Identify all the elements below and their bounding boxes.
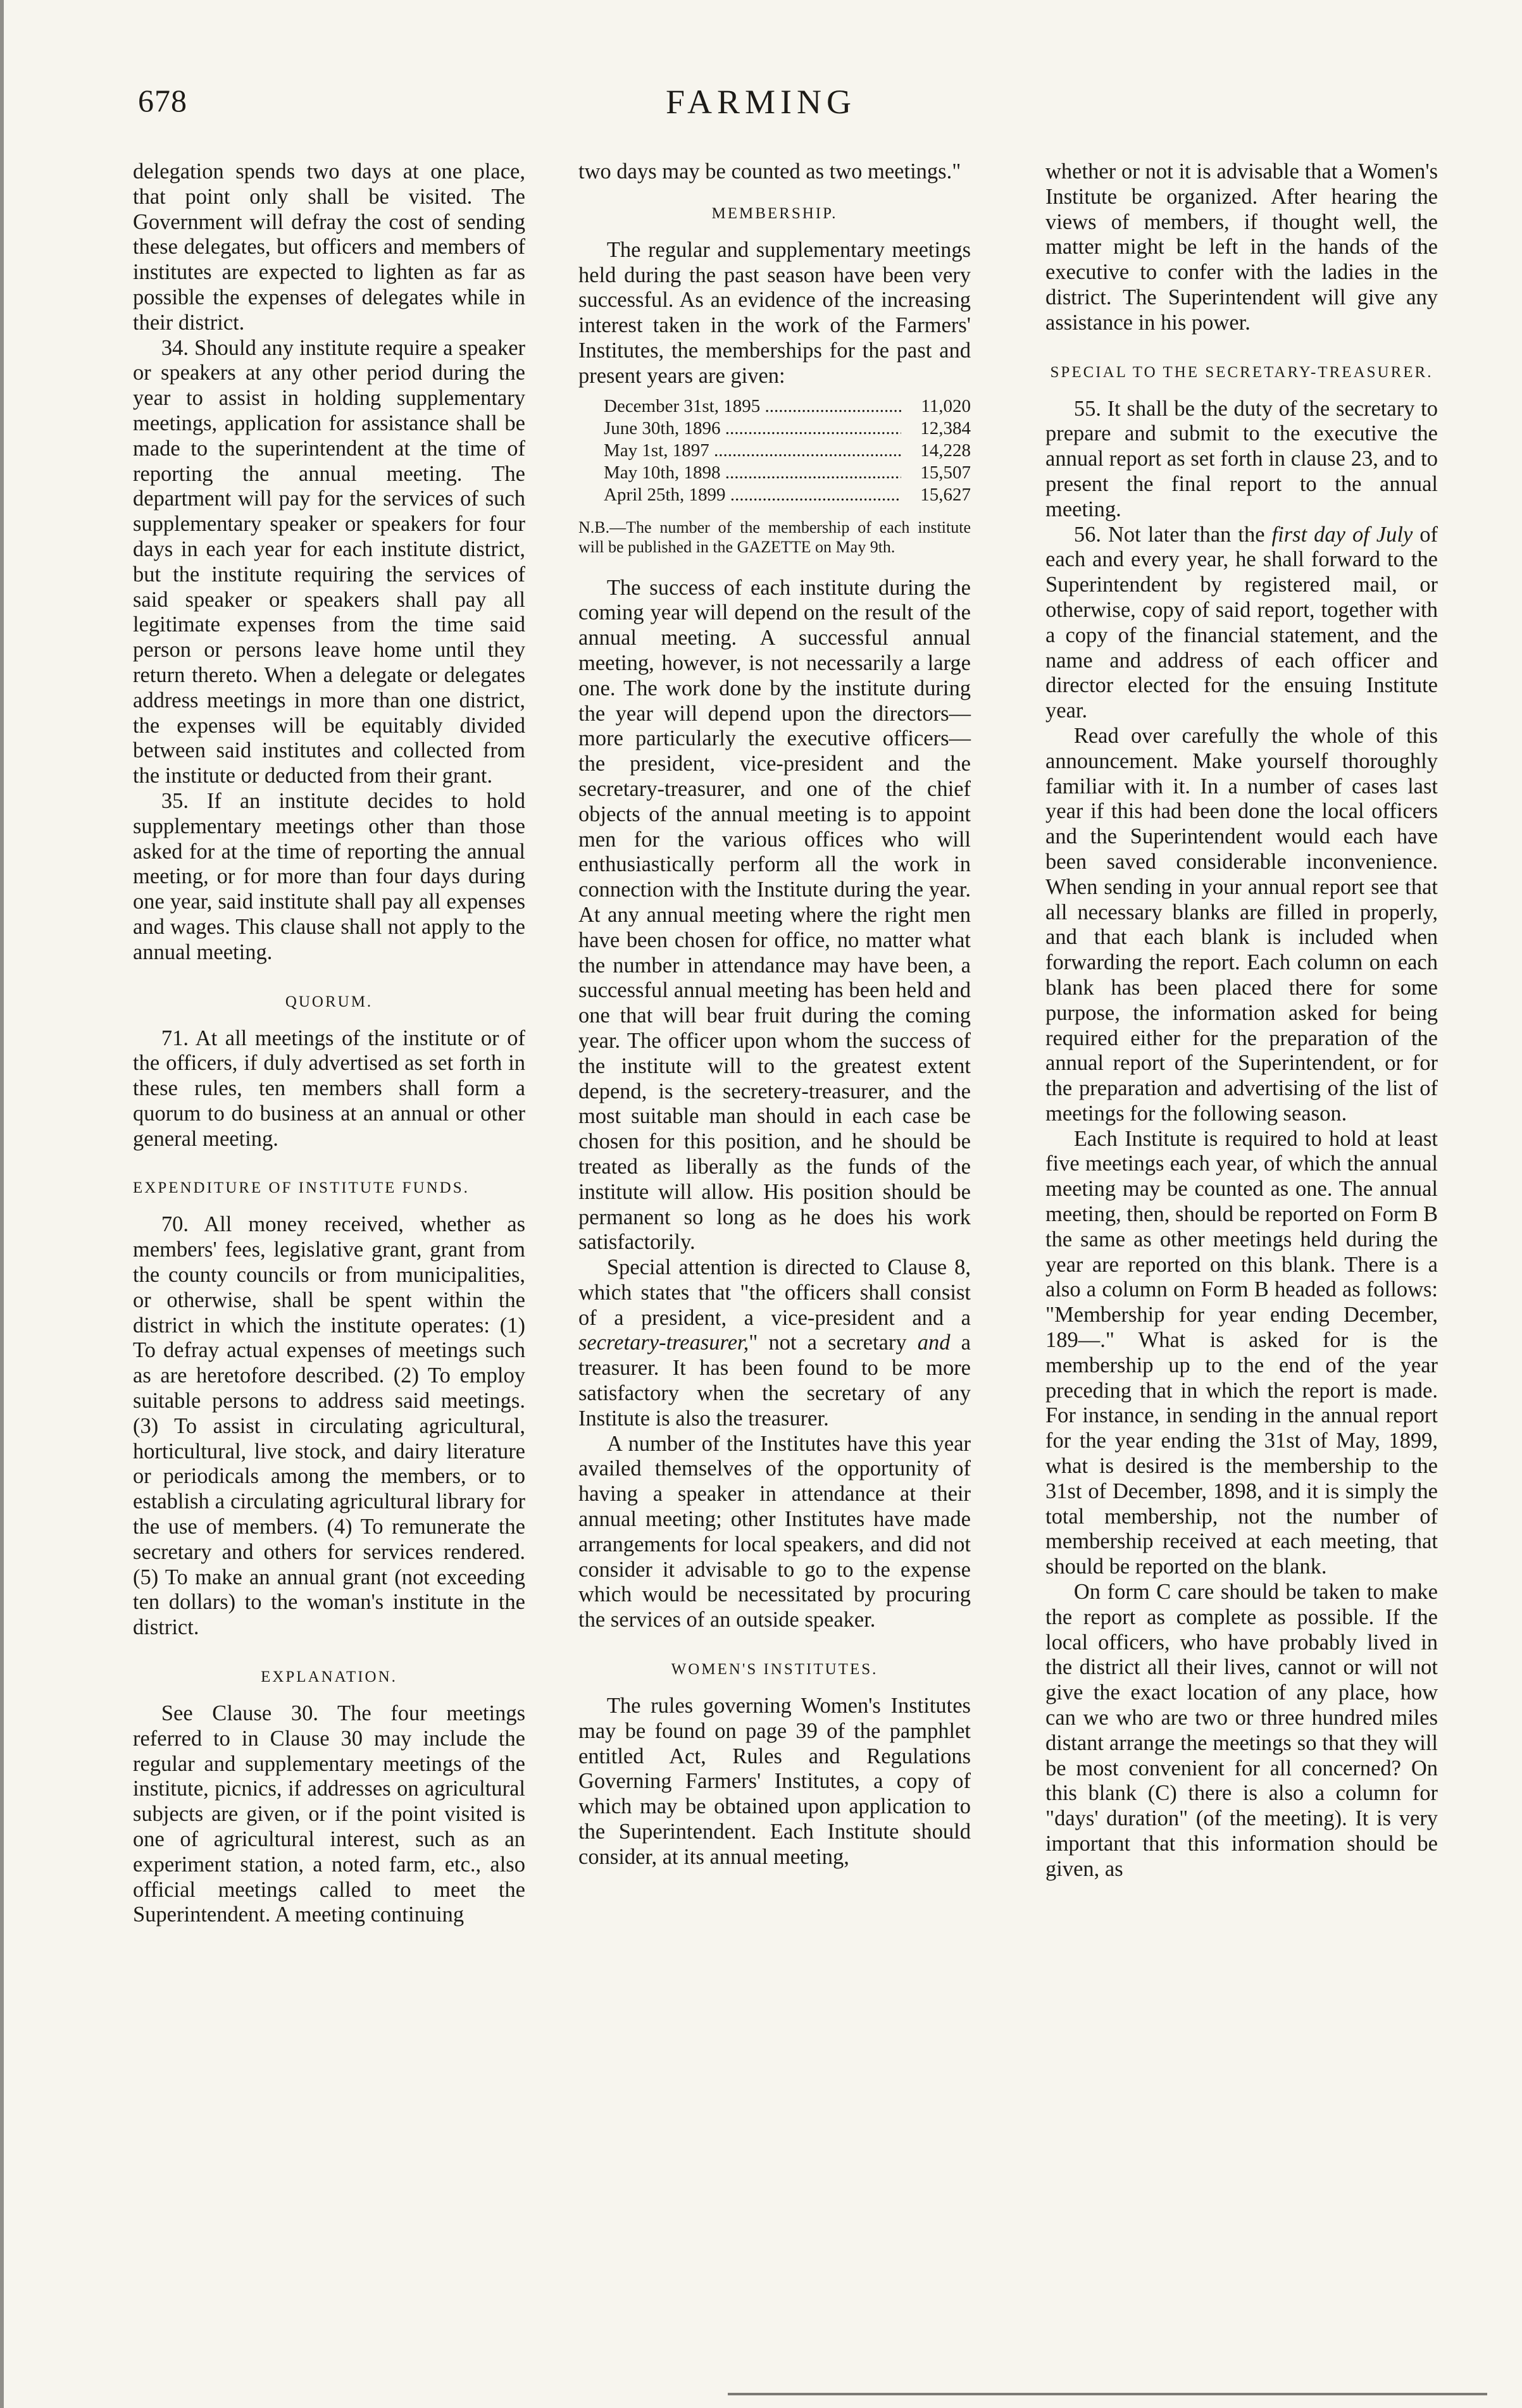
- paragraph: delegation spends two days at one place, that point only shall be visited. The Government will defray the cost of sending these delegates, but officers and members of institutes are expected to lighten as far as possible the expenses of delegates while in their district.: [133, 159, 525, 335]
- table-row: [578, 395, 971, 418]
- paragraph: 55. It shall be the duty of the secretary to prepare and submit to the executive the annual report as set forth in clause 23, and to present the final report to the annual meeting.: [1045, 396, 1438, 521]
- paragraph: 70. All money received, whether as members' fees, legislative grant, grant from the county councils or from municipalities, or otherwise, shall be spent within the district in which the institute operates: (1) To defray actual expenses of meetings such as are heretofore described. (2) To employ suitable persons to address said meetings. (3) To assist in circulating agricultural, horticultural, live stock, and dairy literature or periodicals among the members, or to establish a circulating agricultural library for the use of members. (4) To remunerate the secretary and others for services rendered. (5) To make an annual grant (not exceeding ten dollars) to the woman's institute in the district.: [133, 1212, 525, 1640]
- section-heading-explanation: EXPLANATION.: [261, 1668, 397, 1686]
- text-run: Special attention is directed to Clause 8, which states that "the officers shall consist of a president, a vice-president and a: [578, 1255, 971, 1330]
- paragraph: The success of each institute during the coming year will depend on the result of the annual meeting. A successful annual meeting, however, is not necessarily a large one. The work done by the institute during the year will depend upon the directors—more particularly the executive officers—the president, vice-president and the secretary-treasurer, and one of the chief objects of the annual meeting is to appoint men for the various offices who will enthusiastically perform all the work in connection with the Institute during the year. At any annual meeting where the right men have been chosen for office, no matter what the number in attendance may have been, a successful annual meeting has been held and one that will bear fruit during the coming year. The officer upon whom the success of the institute will to the greatest extent depend, is the secretery-treasurer, and the most suitable man should in each case be chosen for this position, and he should be treated as liberally as the funds of the institute will allow. His position should be permanent so long as he does his work satisfactorily.: [578, 575, 971, 1255]
- bottom-rule: [728, 2393, 1487, 2395]
- text-run-italic: secretary-treasurer,: [578, 1331, 749, 1355]
- text-run: a treasurer. It has been found to be more satisfactory when the secretary of any Institute is also the treasurer.: [578, 1331, 971, 1431]
- paragraph: A number of the Institutes have this year availed themselves of the opportunity of having a speaker in attendance at their annual meeting; other Institutes have made arrangements for local speakers, and did not consider it advisable to go to the expense which would be necessitated by procuring the services of an outside speaker.: [578, 1431, 971, 1632]
- paragraph: Each Institute is required to hold at least five meetings each year, of which the annual meeting may be counted as one. The annual meeting, then, should be reported on Form B the same as other meetings held during the year are reported on this blank. There is a also a column on Form B headed as follows: "Membership for year ending December, 189—." What is asked for is the membership up to the end of the year preceding that in which the report is made. For instance, in sending in the annual report for the year ending the 31st of May, 1899, what is desired is the membership to the 31st of December, 1898, and it is simply the total membership, not the number of membership received at each meeting, that should be reported on the blank.: [1045, 1126, 1438, 1579]
- paragraph: See Clause 30. The four meetings referred to in Clause 30 may include the regular and supplementary meetings of the institute, picnics, if addresses on agricultural subjects are given, or if the point visited is one of agricultural interest, such as an experiment station, a noted farm, etc., also official meetings called to meet the Superintendent. A meeting continuing: [133, 1701, 525, 1927]
- section-heading-womens-institutes: WOMEN'S INSTITUTES.: [671, 1661, 878, 1679]
- table-row: [578, 440, 971, 462]
- text-run-italic: and: [917, 1331, 951, 1355]
- paragraph: 34. Should any institute require a speaker or speakers at any other period during the year to assist in holding supplementary meetings, application for assistance shall be made to the superintendent at the time of reporting the annual meeting. The department will pay for the services of such supplementary speaker or speakers for four days in each year for each institute district, but the institute requiring the services of said speaker or speakers shall pay all legitimate expenses from the time said person or persons leave home until they return thereto. When a delegate or delegates address meetings in more than one district, the expenses will be equitably divided between said institutes and collected from the institute or deducted from their grant.: [133, 335, 525, 788]
- column-left: [133, 159, 525, 1928]
- table-cell-count: 12,384: [920, 418, 971, 438]
- paragraph: On form C care should be taken to make the report as complete as possible. If the local officers, who have probably lived in the district all their lives, cannot or will not give the exact location of any place, how can we who are two or three hundred miles distant arrange the meetings so that they will be most convenient for all concerned? On this blank (C) there is also a column for "days' duration" (of the meeting). It is very important that this information should be given, as: [1045, 1580, 1438, 1881]
- text-run: of each and every year, he shall forward to the Superintendent by registered mail, or otherwise, copy of said report, together with a copy of the financial statement, and the name and address of each officer and director elected for the ensuing Institute year.: [1045, 522, 1438, 723]
- text-run: 56. Not later than the: [1073, 522, 1272, 547]
- membership-table: [578, 395, 971, 506]
- table-cell-date: May 10th, 1898 .....: [578, 462, 901, 484]
- section-heading-quorum: QUORUM.: [285, 993, 373, 1010]
- paragraph: [1045, 523, 1438, 724]
- table-cell-date: April 25th, 1899 .....: [578, 484, 901, 506]
- paragraph: 71. At all meetings of the institute or of the officers, if duly advertised as set forth in these rules, ten members shall form a quorum to do business at an annual or other general meeting.: [133, 1026, 525, 1151]
- section-heading-expenditure: EXPENDITURE OF INSTITUTE FUNDS.: [133, 1179, 470, 1197]
- table-cell-date: May 1st, 1897 .....: [578, 440, 901, 462]
- table-cell-count: 14,228: [920, 440, 971, 461]
- paragraph: [578, 1255, 971, 1432]
- section-heading-special-secretary: SPECIAL TO THE SECRETARY-TREASURER.: [1050, 363, 1433, 381]
- table-row: [578, 462, 971, 484]
- page-header: [0, 82, 1522, 139]
- table-cell-date: December 31st, 1895 .....: [578, 395, 901, 418]
- page-edge-shadow: [0, 0, 4, 2408]
- table-cell-count: 15,627: [920, 484, 971, 505]
- running-head-title: FARMING: [665, 83, 857, 121]
- table-row: [578, 418, 971, 440]
- table-cell-count: 11,020: [921, 395, 971, 416]
- text-run: " not a secretary: [749, 1331, 918, 1355]
- paragraph: The rules governing Women's Institutes may be found on page 39 of the pamphlet entitled Act, Rules and Regulations Governing Farmers' Institutes, a copy of which may be obtained upon application to the Superintendent. Each Institute should consider, at its annual meeting,: [578, 1694, 971, 1869]
- table-cell-count: 15,507: [920, 462, 971, 483]
- paragraph: whether or not it is advisable that a Women's Institute be organized. After hearing the views of members, if thought well, the matter might be left in the hands of the executive to confer with the ladies in the district. The Superintendent will give any assistance in his power.: [1045, 159, 1438, 335]
- paragraph: The regular and supplementary meetings held during the past season have been very successful. As an evidence of the increasing interest taken in the work of the Farmers' Institutes, the memberships for the past and present years are given:: [578, 237, 971, 388]
- paragraph: two days may be counted as two meetings.": [578, 159, 961, 183]
- paragraph: Read over carefully the whole of this announcement. Make yourself thoroughly familiar with it. In a number of cases last year if this had been done the local officers and the Superintendent would each have been saved considerable inconvenience. When sending in your annual report see that all necessary blanks are filled in properly, and that each blank is included when forwarding the report. Each column on each blank has been placed there for some purpose, the information asked for being required either for the preparation of the annual report of the Superintendent, or for the preparation and advertising of the list of meetings for the following season.: [1045, 723, 1438, 1126]
- text-run-italic: first day of July: [1271, 522, 1413, 547]
- page-number: 678: [138, 83, 187, 118]
- footnote-nb: N.B.—The number of the membership of each institute will be published in the GAZETTE on May 9th.: [578, 518, 971, 556]
- column-middle: [578, 159, 971, 1870]
- column-right: [1045, 159, 1438, 1882]
- paragraph: 35. If an institute decides to hold supplementary meetings other than those asked for at the time of reporting the annual meeting, or for more than four days during one year, said institute shall pay all expenses and wages. This clause shall not apply to the annual meeting.: [133, 788, 525, 964]
- section-heading-membership: MEMBERSHIP.: [711, 204, 838, 222]
- table-row: [578, 484, 971, 506]
- table-cell-date: June 30th, 1896 .....: [578, 418, 901, 440]
